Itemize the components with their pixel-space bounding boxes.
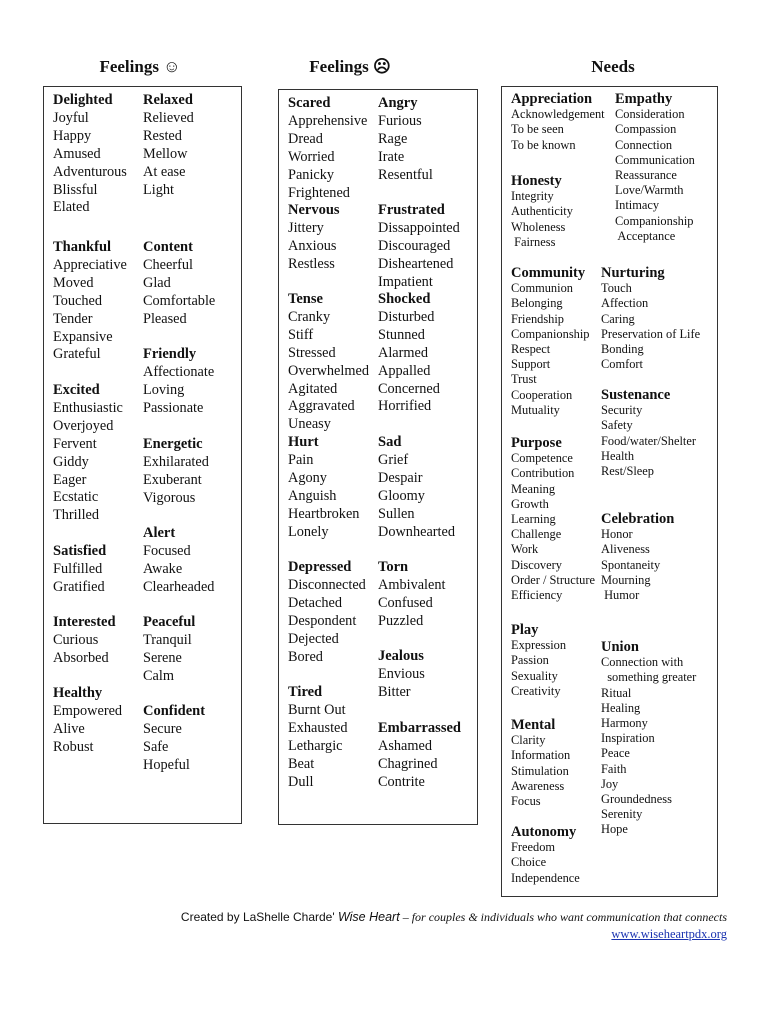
word-item: Independence [511, 870, 580, 885]
word-group [511, 174, 573, 250]
word-item: Horrified [378, 398, 432, 415]
header-feelings-happy: Feelings ☺ [99, 57, 181, 76]
word-item: Dejected [288, 630, 339, 647]
word-group [288, 291, 369, 434]
word-item: Bored [288, 648, 323, 665]
word-item: Passion [511, 653, 549, 668]
group-title: Frustrated [378, 202, 445, 218]
word-item: Serenity [601, 807, 643, 822]
word-item: Eager [53, 471, 87, 488]
word-group [53, 239, 127, 364]
word-item: Absorbed [53, 649, 109, 666]
word-item: Respect [511, 342, 551, 357]
word-item: Bitter [378, 683, 411, 700]
header-needs: Needs [591, 57, 635, 76]
word-item: Secure [143, 720, 182, 737]
word-item: Security [601, 403, 643, 418]
word-item: Harmony [601, 716, 648, 731]
word-item: Mourning [601, 572, 651, 587]
word-item: Amused [53, 145, 101, 162]
word-item: Growth [511, 496, 549, 511]
word-group [378, 434, 455, 541]
word-item: Jittery [288, 219, 324, 236]
word-item: Affection [601, 296, 649, 311]
word-item: Love/Warmth [615, 183, 684, 198]
word-item: Resentful [378, 166, 433, 183]
word-item: Dissappointed [378, 219, 460, 236]
word-group [53, 382, 123, 525]
word-item: Spontaneity [601, 557, 661, 572]
word-item: Exhausted [288, 719, 348, 736]
word-item: Faith [601, 761, 627, 776]
word-item: Cheerful [143, 256, 194, 273]
group-title: Honesty [511, 173, 562, 189]
group-title: Tired [288, 684, 323, 700]
word-item: Alarmed [378, 344, 429, 361]
word-group [378, 648, 425, 702]
word-item: Peace [601, 746, 630, 761]
word-item: Blissful [53, 181, 98, 198]
word-item: Stressed [288, 344, 336, 361]
word-item: Rage [378, 130, 408, 147]
word-group [143, 239, 215, 329]
word-item: Happy [53, 127, 92, 144]
word-item: Overjoyed [53, 417, 114, 434]
group-title: Relaxed [143, 92, 193, 108]
word-item: Apprehensive [288, 112, 368, 129]
word-item: Pleased [143, 310, 187, 327]
word-item: Downhearted [378, 523, 456, 540]
word-item: Mellow [143, 145, 188, 162]
word-item: Confused [378, 594, 433, 611]
group-title: Confident [143, 703, 206, 719]
group-title: Scared [288, 95, 331, 111]
word-item: Exhilarated [143, 453, 209, 470]
word-item: Food/water/Shelter [601, 433, 696, 448]
group-title: Healthy [53, 685, 103, 701]
word-item: To be seen [511, 122, 564, 137]
word-item: Grief [378, 451, 409, 468]
word-item: Anxious [288, 237, 337, 254]
word-item: Despondent [288, 612, 357, 629]
word-group [511, 436, 595, 603]
word-item: Communication [615, 152, 695, 167]
word-group [53, 92, 127, 217]
word-item: Appalled [378, 362, 431, 379]
website-line [0, 927, 727, 942]
word-item: Empowered [53, 702, 123, 719]
word-item: Vigorous [143, 489, 196, 506]
group-title: Autonomy [511, 824, 577, 840]
word-item: Clarity [511, 733, 546, 748]
word-item: Stimulation [511, 763, 569, 778]
group-title: Play [511, 622, 539, 638]
word-group [143, 436, 209, 508]
word-item: Bonding [601, 342, 644, 357]
word-item: To be known [511, 137, 576, 152]
group-title: Sustenance [601, 387, 671, 403]
group-title: Purpose [511, 435, 562, 451]
word-item: Comfort [601, 357, 643, 372]
word-item: Aggravated [288, 398, 355, 415]
word-item: Thrilled [53, 507, 100, 524]
group-title: Satisfied [53, 543, 107, 559]
word-item: Preservation of Life [601, 326, 701, 341]
group-title: Torn [378, 559, 409, 575]
word-group [378, 202, 460, 292]
word-item: Touched [53, 292, 103, 309]
word-item: Hope [601, 822, 628, 837]
group-title: Angry [378, 95, 418, 111]
word-item: Frightened [288, 184, 350, 201]
word-item: Tender [53, 310, 93, 327]
word-item: Challenge [511, 527, 562, 542]
word-group [53, 543, 106, 597]
word-item: something greater [601, 670, 697, 685]
group-title: Depressed [288, 559, 352, 575]
word-item: Moved [53, 274, 94, 291]
group-title: Tense [288, 291, 323, 307]
group-title: Delighted [53, 92, 113, 108]
word-item: Impatient [378, 273, 433, 290]
word-item: Overwhelmed [288, 362, 369, 379]
word-group [288, 202, 340, 274]
group-title: Thankful [53, 239, 112, 255]
word-item: Awareness [511, 778, 565, 793]
word-item: Panicky [288, 166, 335, 183]
word-item: Gloomy [378, 487, 425, 504]
group-title: Community [511, 265, 586, 281]
word-item: Curious [53, 631, 99, 648]
word-item: Robust [53, 738, 94, 755]
word-item: Focused [143, 542, 191, 559]
word-group [288, 684, 348, 791]
needs-box [501, 86, 718, 897]
word-group [601, 640, 696, 838]
word-item: Freedom [511, 840, 556, 855]
word-item: Anguish [288, 487, 337, 504]
word-item: Creativity [511, 683, 561, 698]
word-item: Ritual [601, 685, 632, 700]
word-item: Lonely [288, 523, 329, 540]
word-item: Calm [143, 667, 174, 684]
word-item: Focus [511, 794, 541, 809]
word-item: Contrite [378, 773, 425, 790]
word-group [601, 512, 674, 603]
word-item: Connection with [601, 655, 684, 670]
word-item: Envious [378, 665, 425, 682]
word-item: Consideration [615, 107, 685, 122]
word-group [601, 388, 696, 479]
word-item: Tranquil [143, 631, 192, 648]
word-group [143, 92, 194, 199]
group-title: Celebration [601, 511, 675, 527]
word-group [143, 525, 214, 597]
word-group [511, 92, 605, 153]
word-item: Safety [601, 418, 633, 433]
word-item: Joyful [53, 109, 89, 126]
word-group [378, 720, 461, 792]
word-group [143, 703, 205, 775]
word-item: Fulfilled [53, 560, 103, 577]
word-group [511, 718, 570, 809]
word-item: Information [511, 748, 571, 763]
word-item: Intimacy [615, 198, 660, 213]
word-item: Authenticity [511, 204, 573, 219]
word-item: Compassion [615, 122, 677, 137]
group-title: Shocked [378, 291, 431, 307]
word-item: Glad [143, 274, 171, 291]
word-item: Expansive [53, 328, 113, 345]
word-item: Burnt Out [288, 701, 346, 718]
word-item: Inspiration [601, 731, 655, 746]
word-item: Fervent [53, 435, 97, 452]
group-title: Appreciation [511, 91, 593, 107]
word-item: Lethargic [288, 737, 343, 754]
word-item: Learning [511, 512, 556, 527]
word-item: Despair [378, 469, 423, 486]
group-title: Hurt [288, 434, 319, 450]
word-group [511, 825, 580, 886]
word-item: Groundedness [601, 792, 672, 807]
word-group [288, 559, 366, 666]
word-item: Wholeness [511, 219, 566, 234]
word-item: Alive [53, 720, 85, 737]
word-item: Relieved [143, 109, 194, 126]
word-item: Choice [511, 855, 547, 870]
word-item: Work [511, 542, 539, 557]
word-item: Trust [511, 372, 537, 387]
word-item: Beat [288, 755, 315, 772]
word-item: Elated [53, 199, 90, 216]
word-item: Stiff [288, 326, 314, 343]
word-item: Fairness [511, 234, 556, 249]
group-title: Mental [511, 717, 556, 733]
word-item: Pain [288, 451, 314, 468]
website-link[interactable]: www.wiseheartpdx.org [611, 927, 727, 941]
word-item: Healing [601, 700, 641, 715]
word-item: Discovery [511, 557, 562, 572]
word-item: Friendship [511, 311, 565, 326]
word-item: Belonging [511, 296, 563, 311]
word-group [615, 92, 695, 244]
word-item: Sullen [378, 505, 415, 522]
word-item: Chagrined [378, 755, 438, 772]
word-item: At ease [143, 163, 186, 180]
word-item: Cranky [288, 308, 331, 325]
word-item: Disturbed [378, 308, 435, 325]
word-item: Detached [288, 594, 342, 611]
word-item: Restless [288, 255, 335, 272]
word-item: Expression [511, 638, 567, 653]
word-item: Puzzled [378, 612, 424, 629]
tagline: – for couples & individuals who want communication that connects [399, 910, 727, 924]
word-item: Ashamed [378, 737, 432, 754]
feelings-happy-box [43, 86, 242, 824]
word-item: Sexuality [511, 668, 558, 683]
word-item: Mutuality [511, 402, 560, 417]
word-group [511, 266, 589, 418]
word-group [53, 685, 122, 757]
word-item: Disconnected [288, 576, 366, 593]
word-item: Companionship [511, 326, 590, 341]
word-group [143, 346, 214, 418]
word-item: Appreciative [53, 256, 127, 273]
word-item: Contribution [511, 466, 575, 481]
word-item: Awake [143, 560, 183, 577]
group-title: Jealous [378, 648, 424, 664]
word-item: Acknowledgement [511, 107, 605, 122]
word-item: Hopeful [143, 756, 190, 773]
word-item: Exuberant [143, 471, 202, 488]
word-item: Grateful [53, 346, 101, 363]
word-item: Communion [511, 281, 573, 296]
word-item: Loving [143, 381, 185, 398]
word-item: Gratified [53, 578, 105, 595]
word-item: Comfortable [143, 292, 216, 309]
credit-line [0, 910, 727, 925]
word-item: Integrity [511, 189, 554, 204]
word-item: Safe [143, 738, 169, 755]
word-item: Competence [511, 451, 573, 466]
word-item: Heartbroken [288, 505, 360, 522]
word-item: Discouraged [378, 237, 451, 254]
word-item: Reassurance [615, 168, 677, 183]
word-item: Efficiency [511, 588, 563, 603]
word-item: Touch [601, 281, 632, 296]
feelings-sad-box [278, 89, 478, 825]
word-group [53, 614, 116, 668]
word-item: Humor [601, 588, 640, 603]
word-group [143, 614, 195, 686]
group-title: Union [601, 639, 639, 655]
word-group [288, 434, 359, 541]
word-item: Clearheaded [143, 578, 215, 595]
word-item: Rest/Sleep [601, 464, 654, 479]
group-title: Peaceful [143, 614, 196, 630]
word-group [378, 95, 433, 185]
word-item: Companionship [615, 213, 694, 228]
word-item: Connection [615, 137, 673, 152]
word-item: Giddy [53, 453, 89, 470]
word-item: Furious [378, 112, 422, 129]
word-group [601, 266, 700, 372]
group-title: Excited [53, 382, 100, 398]
group-title: Embarrassed [378, 720, 461, 736]
group-title: Nurturing [601, 265, 665, 281]
group-title: Empathy [615, 91, 673, 107]
word-group [378, 291, 440, 416]
word-item: Uneasy [288, 416, 331, 433]
word-item: Stunned [378, 326, 425, 343]
word-item: Passionate [143, 399, 204, 416]
word-item: Aliveness [601, 542, 650, 557]
word-group [511, 623, 566, 699]
word-item: Enthusiastic [53, 399, 123, 416]
word-item: Cooperation [511, 387, 573, 402]
word-item: Concerned [378, 380, 440, 397]
header-feelings-sad: Feelings ☹ [309, 57, 391, 76]
word-item: Ambivalent [378, 576, 446, 593]
group-title: Sad [378, 434, 402, 450]
word-item: Agitated [288, 380, 338, 397]
group-title: Alert [143, 525, 176, 541]
word-item: Agony [288, 469, 327, 486]
word-item: Dull [288, 773, 314, 790]
word-group [378, 559, 446, 631]
word-item: Disheartened [378, 255, 454, 272]
word-group [288, 95, 367, 202]
group-title: Friendly [143, 346, 197, 362]
word-item: Caring [601, 311, 635, 326]
word-item: Light [143, 181, 174, 198]
word-item: Dread [288, 130, 323, 147]
word-item: Honor [601, 527, 633, 542]
word-item: Support [511, 357, 551, 372]
word-item: Serene [143, 649, 182, 666]
word-item: Adventurous [53, 163, 127, 180]
word-item: Meaning [511, 481, 556, 496]
group-title: Nervous [288, 202, 340, 218]
brand-name: Wise Heart [337, 910, 400, 924]
word-item: Acceptance [615, 228, 676, 243]
word-item: Ecstatic [53, 489, 99, 506]
word-item: Joy [601, 776, 619, 791]
word-item: Irate [378, 148, 405, 165]
word-item: Health [601, 448, 635, 463]
group-title: Energetic [143, 436, 203, 452]
word-item: Affectionate [143, 363, 215, 380]
credit-prefix: Created by LaShelle Charde' [180, 910, 338, 924]
word-item: Worried [288, 148, 335, 165]
word-item: Rested [143, 127, 182, 144]
word-item: Order / Structure [511, 572, 595, 587]
group-title: Content [143, 239, 193, 255]
group-title: Interested [53, 614, 116, 630]
